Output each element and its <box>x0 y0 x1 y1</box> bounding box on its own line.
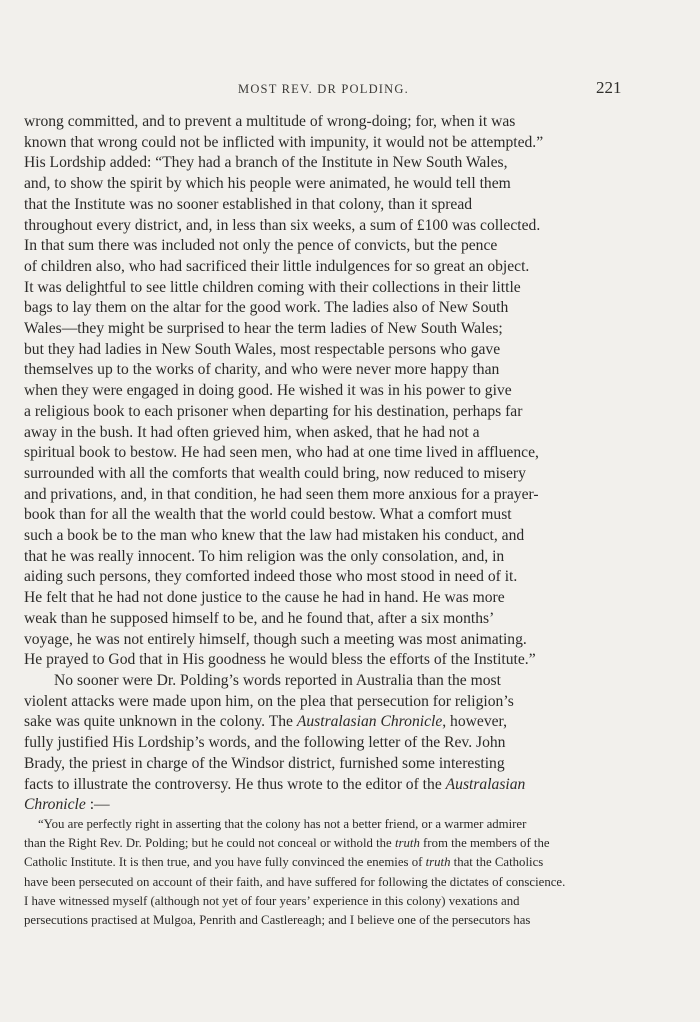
newspaper-title: Australasian <box>445 775 526 793</box>
text-line: spiritual book to bestow. He had seen men, who had at one time lived in affluence, <box>24 444 539 462</box>
text-line: throughout every district, and, in less than six weeks, a sum of £100 was collected. <box>24 216 541 234</box>
text-line: Wales—they might be surprised to hear the term ladies of New South Wales; <box>24 320 503 338</box>
quote-line: I have witnessed myself (although not yet of four years’ experience in this colony) vexations and <box>24 893 520 908</box>
text-line: aiding such persons, they comforted indeed those who most stood in need of it. <box>24 568 518 586</box>
quote-line <box>24 834 624 853</box>
text-line: away in the bush. It had often grieved him, when asked, that he had not a <box>24 423 480 441</box>
text-line: that he was really innocent. To him religion was the only consolation, and, in <box>24 547 505 565</box>
newspaper-title: Chronicle <box>24 796 86 814</box>
emphasis: truth <box>425 855 451 870</box>
text-line: surrounded with all the comforts that wealth could bring, now reduced to misery <box>24 464 526 482</box>
text-line: voyage, he was not entirely himself, though such a meeting was most animating. <box>24 630 527 648</box>
text-line: such a book be to the man who knew that the law had mistaken his conduct, and <box>24 527 525 545</box>
quote-line: have been persecuted on account of their faith, and have suffered for following the dictates of conscience. <box>24 874 566 889</box>
text-line: but they had ladies in New South Wales, most respectable persons who gave <box>24 340 501 358</box>
text-line: a religious book to each prisoner when departing for his destination, perhaps far <box>24 402 523 420</box>
text-line: and privations, and, in that condition, he had seen them more anxious for a prayer- <box>24 485 539 503</box>
text-run: facts to illustrate the controversy. He thus wrote to the editor of the <box>24 775 446 793</box>
page-number: 221 <box>596 78 622 97</box>
text-line: themselves up to the works of charity, and who were never more happy than <box>24 361 500 379</box>
text-line: He prayed to God that in His goodness he would bless the efforts of the Institute.” <box>24 651 536 669</box>
running-head: MOST REV. DR POLDING. <box>238 82 409 96</box>
paragraph-start-line: No sooner were Dr. Polding’s words reported in Australia than the most <box>54 671 501 689</box>
quoted-letter <box>24 815 624 930</box>
text-run: :— <box>85 796 110 814</box>
text-line <box>24 712 624 733</box>
text-run: from the members of the <box>423 836 550 851</box>
text-line: of children also, who had sacrificed their little indulgences for so great an object. <box>24 257 530 275</box>
text-line: and, to show the spirit by which his people were animated, he would tell them <box>24 175 511 193</box>
quote-line: “You are perfectly right in asserting that the colony has not a better friend, or a warmer admirer <box>38 817 527 831</box>
page-header <box>0 76 700 100</box>
text-line: Brady, the priest in charge of the Windsor district, furnished some interesting <box>24 754 505 772</box>
text-line: It was delightful to see little children coming with their collections in their little <box>24 278 521 296</box>
text-run: sake was quite unknown in the colony. The <box>24 713 297 731</box>
quote-line: persecutions practised at Mulgoa, Penrith and Castlereagh; and I believe one of the persecutors has <box>24 913 531 928</box>
text-line: that the Institute was no sooner established in that colony, than it spread <box>24 195 473 213</box>
text-line: weak than he supposed himself to be, and he found that, after a six months’ <box>24 609 495 627</box>
text-line: book than for all the wealth that the world could bestow. What a comfort must <box>24 506 512 524</box>
text-line: violent attacks were made upon him, on the plea that persecution for religion’s <box>24 692 514 710</box>
body-text <box>24 112 624 816</box>
text-run: that the Catholics <box>453 855 544 870</box>
text-line: His Lordship added: “They had a branch of the Institute in New South Wales, <box>24 154 508 172</box>
text-run: , however, <box>442 713 508 731</box>
emphasis: truth <box>394 836 420 851</box>
text-line <box>24 795 624 816</box>
text-line: fully justified His Lordship’s words, and the following letter of the Rev. John <box>24 734 506 752</box>
quote-line <box>24 853 624 872</box>
text-line <box>24 775 624 796</box>
text-line: In that sum there was included not only the pence of convicts, but the pence <box>24 237 498 255</box>
text-line: wrong committed, and to prevent a multitude of wrong-doing; for, when it was <box>24 113 516 130</box>
text-run: than the Right Rev. Dr. Polding; but he could not conceal or withold the <box>24 836 392 851</box>
newspaper-title: Australasian Chronicle <box>296 713 443 731</box>
text-line: He felt that he had not done justice to the cause he had in hand. He was more <box>24 589 505 607</box>
text-run: Catholic Institute. It is then true, and you have fully convinced the enemies of <box>24 855 423 870</box>
text-line: when they were engaged in doing good. He wished it was in his power to give <box>24 382 512 400</box>
text-line: bags to lay them on the altar for the good work. The ladies also of New South <box>24 299 509 317</box>
text-line: known that wrong could not be inflicted with impunity, it would not be attempted.” <box>24 133 544 151</box>
